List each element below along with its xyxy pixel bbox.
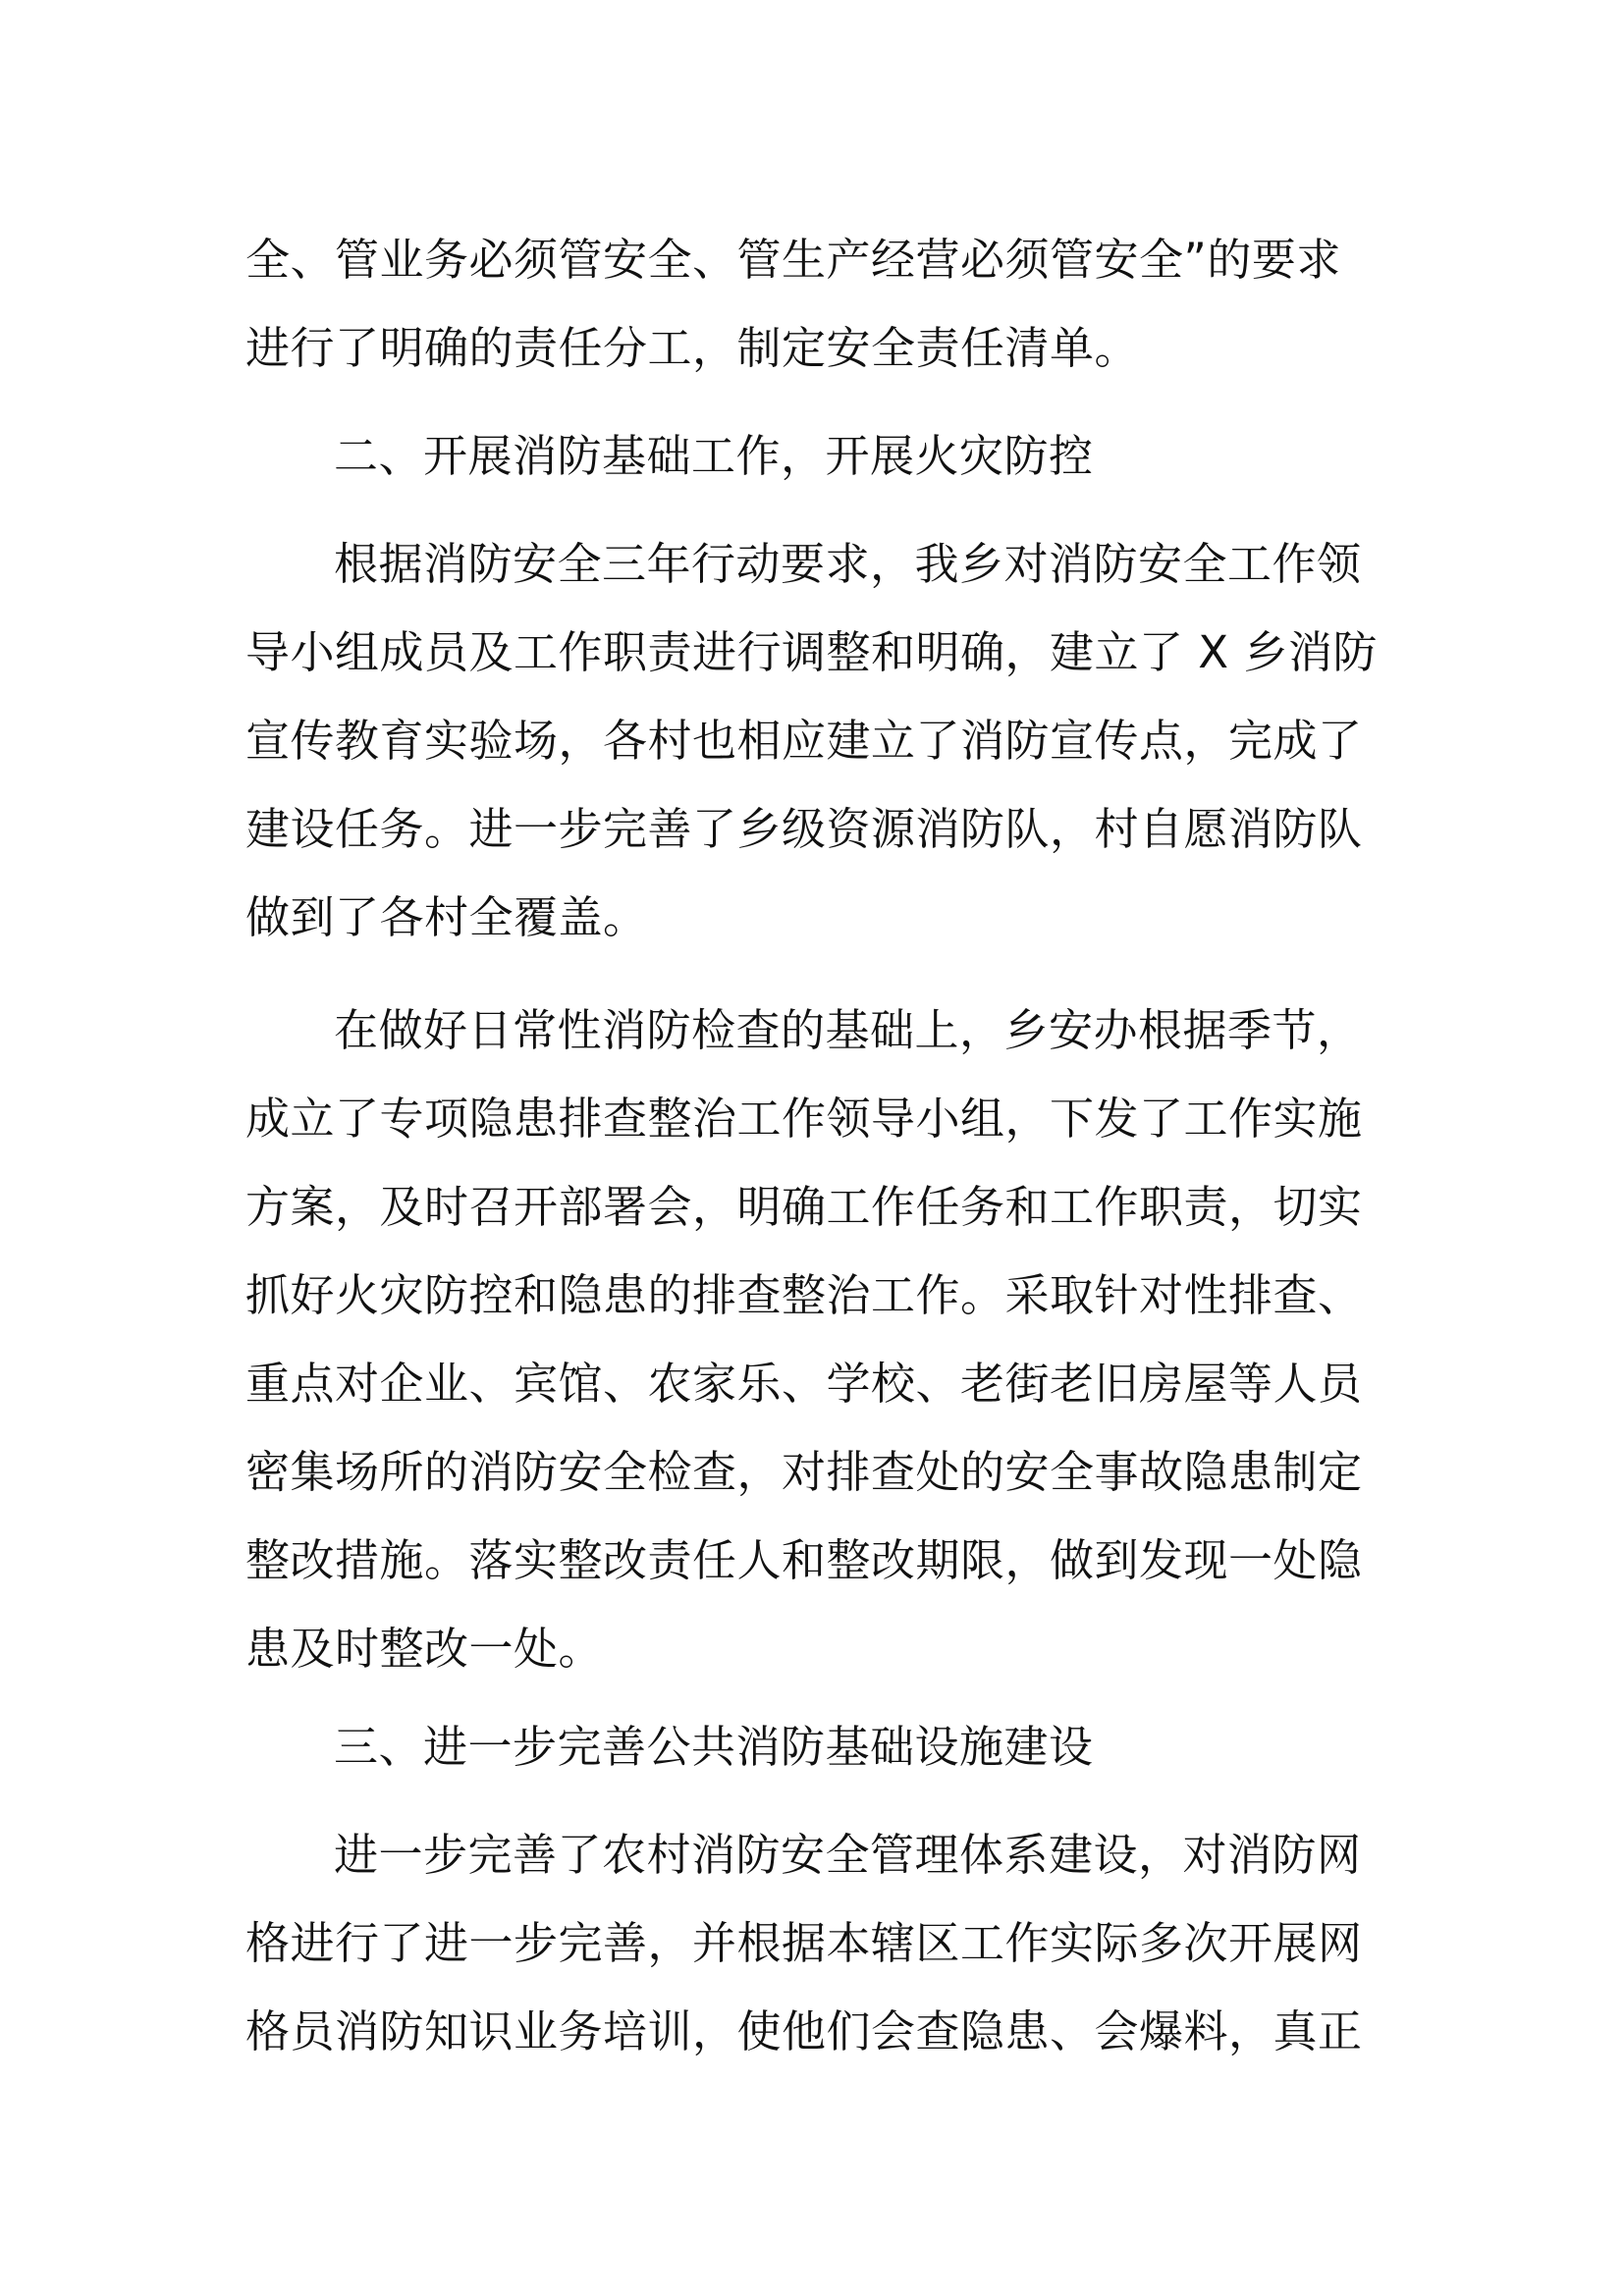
text-line: 格员消防知识业务培训，使他们会查隐患、会爆料，真正	[245, 2005, 1363, 2057]
text-line: 重点对企业、宾馆、农家乐、学校、老街老旧房屋等人员	[245, 1358, 1363, 1410]
section-heading: 二、开展消防基础工作，开展火灾防控	[334, 430, 1094, 482]
text-line: 整改措施。落实整改责任人和整改期限，做到发现一处隐	[245, 1534, 1363, 1586]
text-line: 成立了专项隐患排查整治工作领导小组，下发了工作实施	[245, 1093, 1363, 1145]
text-line: 进一步完善了农村消防安全管理体系建设，对消防网	[334, 1829, 1362, 1881]
text-line: 抓好火灾防控和隐患的排查整治工作。采取针对性排查、	[245, 1269, 1363, 1321]
text-line: 进行了明确的责任分工，制定安全责任清单。	[245, 322, 1140, 374]
text-line: 根据消防安全三年行动要求，我乡对消防安全工作领	[334, 538, 1362, 590]
text-line: 方案，及时召开部署会，明确工作任务和工作职责，切实	[245, 1181, 1363, 1233]
text-line: 患及时整改一处。	[245, 1623, 604, 1675]
section-heading: 三、进一步完善公共消防基础设施建设	[334, 1721, 1094, 1773]
text-line: 宣传教育实验场，各村也相应建立了消防宣传点，完成了	[245, 715, 1363, 767]
text-line: 导小组成员及工作职责进行调整和明确，建立了 X 乡消防	[245, 626, 1378, 678]
text-line: 全、管业务必须管安全、管生产经营必须管安全”的要求	[245, 234, 1341, 286]
text-line: 格进行了进一步完善，并根据本辖区工作实际多次开展网	[245, 1917, 1363, 1969]
text-line: 在做好日常性消防检查的基础上，乡安办根据季节，	[334, 1004, 1362, 1056]
text-line: 建设任务。进一步完善了乡级资源消防队，村自愿消防队	[245, 803, 1363, 855]
text-line: 密集场所的消防安全检查，对排查处的安全事故隐患制定	[245, 1446, 1363, 1498]
text-line: 做到了各村全覆盖。	[245, 891, 648, 943]
